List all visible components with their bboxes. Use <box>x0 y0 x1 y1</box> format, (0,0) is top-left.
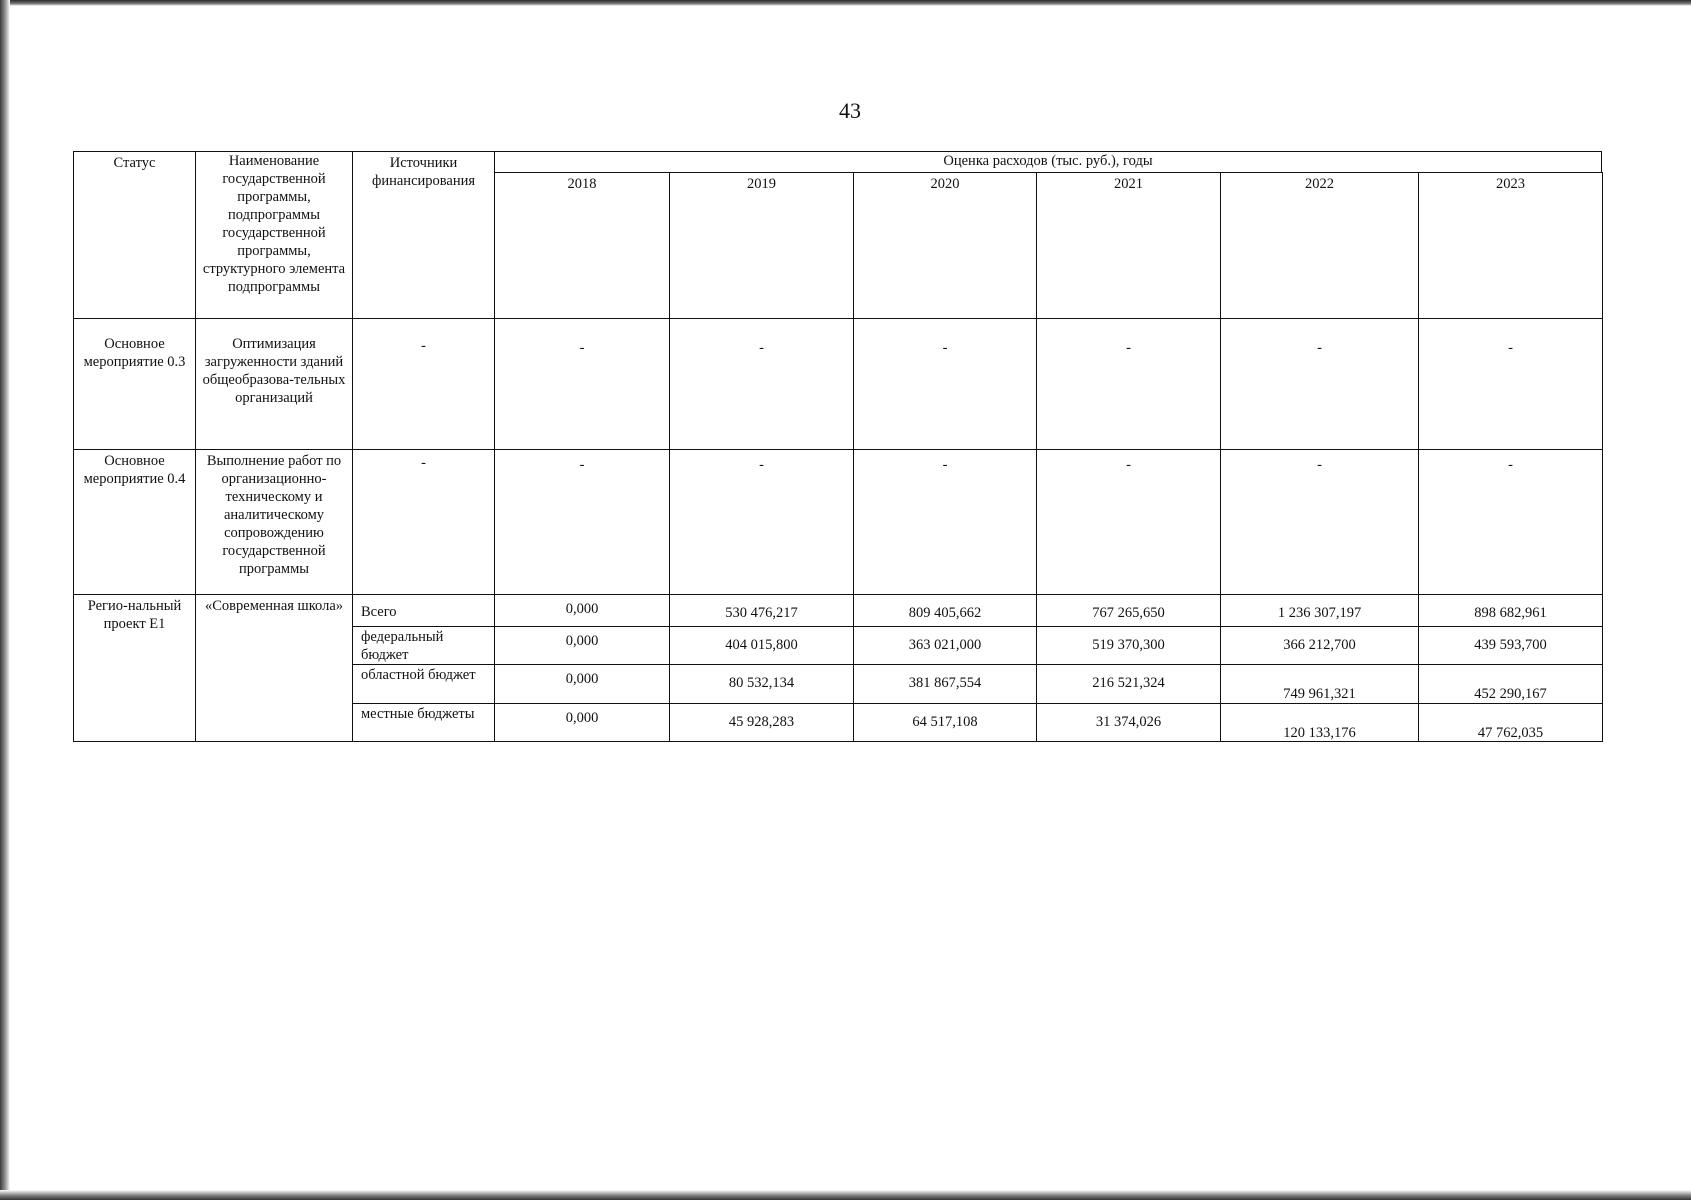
regional-value-cell: 366 212,700 <box>1220 626 1419 665</box>
regional-source-cell: областной бюджет <box>352 664 495 704</box>
regional-source-cell: федеральный бюджет <box>352 626 495 665</box>
status-cell: Основное мероприятие 0.4 <box>73 449 196 595</box>
value-cell: - <box>1220 449 1419 595</box>
regional-value-cell: 80 532,134 <box>669 664 854 704</box>
regional-value-cell: 452 290,167 <box>1418 664 1603 704</box>
regional-value-cell: 404 015,800 <box>669 626 854 665</box>
regional-value-cell: 363 021,000 <box>853 626 1037 665</box>
year-header: 2018 <box>494 172 670 319</box>
year-header: 2019 <box>669 172 854 319</box>
regional-value-cell: 530 476,217 <box>669 594 854 627</box>
value-cell: - <box>1418 318 1603 450</box>
value-cell: - <box>1220 318 1419 450</box>
year-header: 2021 <box>1036 172 1221 319</box>
regional-value-cell: 0,000 <box>494 664 670 704</box>
regional-value-cell: 120 133,176 <box>1220 703 1419 742</box>
value-cell: - <box>1036 449 1221 595</box>
regional-value-cell: 749 961,321 <box>1220 664 1419 704</box>
page-number: 43 <box>839 98 861 123</box>
name-cell: Оптимизация загруженности зданий общеобразова-тельных организаций <box>195 318 353 450</box>
value-cell: - <box>1036 318 1221 450</box>
regional-value-cell: 0,000 <box>494 626 670 665</box>
regional-value-cell: 898 682,961 <box>1418 594 1603 627</box>
status-cell: Основное мероприятие 0.3 <box>73 318 196 450</box>
regional-status-cell: Регио-нальный проект E1 <box>73 594 196 742</box>
regional-value-cell: 31 374,026 <box>1036 703 1221 742</box>
name-cell: Выполнение работ по организационно-техническому и аналитическому сопровождению государственной программы <box>195 449 353 595</box>
regional-source-cell: местные бюджеты <box>352 703 495 742</box>
value-cell: - <box>1418 449 1603 595</box>
year-header: 2023 <box>1418 172 1603 319</box>
value-cell: - <box>494 318 670 450</box>
year-header: 2022 <box>1220 172 1419 319</box>
year-header: 2020 <box>853 172 1037 319</box>
value-cell: - <box>669 449 854 595</box>
regional-value-cell: 216 521,324 <box>1036 664 1221 704</box>
header-sources: Источники финансирования <box>352 151 495 319</box>
value-cell: - <box>669 318 854 450</box>
header-status: Статус <box>73 151 196 319</box>
regional-value-cell: 45 928,283 <box>669 703 854 742</box>
regional-value-cell: 767 265,650 <box>1036 594 1221 627</box>
regional-name-cell: «Современная школа» <box>195 594 353 742</box>
header-expenses: Оценка расходов (тыс. руб.), годы <box>494 151 1602 173</box>
regional-value-cell: 519 370,300 <box>1036 626 1221 665</box>
regional-value-cell: 0,000 <box>494 594 670 627</box>
value-cell: - <box>494 449 670 595</box>
regional-value-cell: 809 405,662 <box>853 594 1037 627</box>
regional-source-cell: Всего <box>352 594 495 627</box>
regional-value-cell: 381 867,554 <box>853 664 1037 704</box>
regional-value-cell: 47 762,035 <box>1418 703 1603 742</box>
value-cell: - <box>853 318 1037 450</box>
source-cell: - <box>352 318 495 450</box>
regional-value-cell: 439 593,700 <box>1418 626 1603 665</box>
regional-value-cell: 64 517,108 <box>853 703 1037 742</box>
regional-value-cell: 1 236 307,197 <box>1220 594 1419 627</box>
header-name: Наименование государственной программы, подпрограммы государственной программы, структурного элемента подпрограммы <box>195 151 353 319</box>
regional-value-cell: 0,000 <box>494 703 670 742</box>
source-cell: - <box>352 449 495 595</box>
value-cell: - <box>853 449 1037 595</box>
